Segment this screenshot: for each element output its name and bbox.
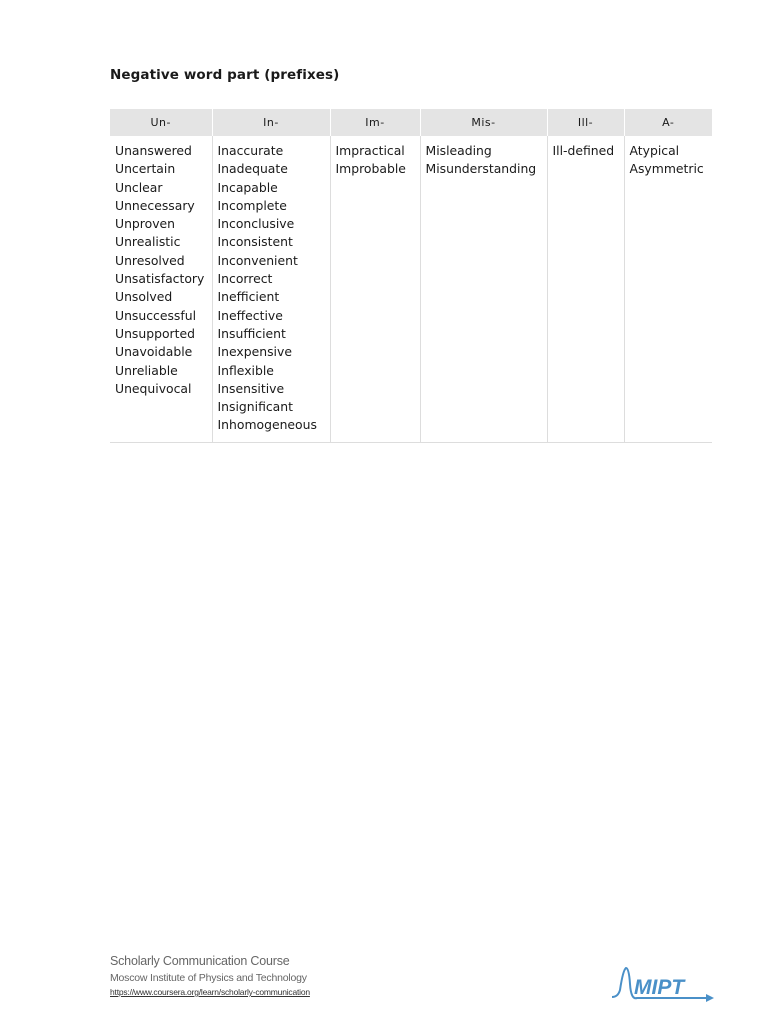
word-item: Unavoidable <box>115 344 193 360</box>
table-row <box>110 136 712 442</box>
word-item: Unnecessary <box>115 197 195 213</box>
word-item: Unanswered <box>115 143 192 158</box>
column-un-words <box>110 136 212 442</box>
word-item: Inaccurate <box>217 143 284 158</box>
word-item: Ineffective <box>217 307 283 323</box>
column-a-words <box>624 136 712 442</box>
word-item: Insignificant <box>217 399 293 415</box>
prefix-table <box>110 109 712 443</box>
word-item: Unreliable <box>115 362 178 378</box>
header-ill: Ill- <box>547 109 624 136</box>
page-title: Negative word part (prefixes) <box>110 67 340 83</box>
column-im-words <box>330 136 420 442</box>
header-a: A- <box>624 109 712 136</box>
word-item: Unequivocal <box>115 380 192 396</box>
word-item: Unrealistic <box>115 234 181 250</box>
header-in: In- <box>212 109 330 136</box>
word-item: Inconsistent <box>217 234 293 250</box>
logo-arrow-tip <box>706 994 714 1002</box>
footer-url-link[interactable]: https://www.coursera.org/learn/scholarly-communication <box>110 987 310 997</box>
header-im: Im- <box>330 109 420 136</box>
footer-course-name: Scholarly Communication Course <box>110 954 290 968</box>
column-in-words <box>212 136 330 442</box>
word-item: Unproven <box>115 216 175 232</box>
word-item: Unsolved <box>115 289 173 305</box>
column-mis-words <box>420 136 547 442</box>
word-item: Inflexible <box>217 362 274 378</box>
word-item: Inconclusive <box>217 216 295 232</box>
word-item: Inadequate <box>217 161 288 177</box>
word-item: Misunderstanding <box>425 161 537 177</box>
word-item: Unsuccessful <box>115 307 197 323</box>
word-item: Unsupported <box>115 325 195 341</box>
word-item: Misleading <box>425 143 492 158</box>
header-mis: Mis- <box>420 109 547 136</box>
logo-text: MIPT <box>634 976 685 999</box>
word-item: Atypical <box>629 143 680 158</box>
word-item: Unclear <box>115 179 163 195</box>
word-item: Unresolved <box>115 252 185 268</box>
word-item: Insensitive <box>217 380 285 396</box>
word-item: Ill-defined <box>552 143 615 158</box>
word-item: Inexpensive <box>217 344 292 360</box>
word-item: Incomplete <box>217 197 287 213</box>
word-item: Impractical <box>335 143 405 158</box>
word-item: Inconvenient <box>217 252 298 268</box>
column-ill-words <box>547 136 624 442</box>
word-item: Insufficient <box>217 325 286 341</box>
page-footer <box>110 953 310 998</box>
word-item: Inhomogeneous <box>217 417 317 433</box>
word-item: Inefficient <box>217 289 280 305</box>
word-item: Incapable <box>217 179 278 195</box>
mipt-logo-icon <box>610 964 720 1004</box>
word-item: Asymmetric <box>629 161 704 177</box>
word-item: Incorrect <box>217 271 273 287</box>
word-item: Improbable <box>335 161 406 177</box>
footer-institution: Moscow Institute of Physics and Technology <box>110 972 307 984</box>
header-un: Un- <box>110 109 212 136</box>
word-item: Uncertain <box>115 161 176 177</box>
word-item: Unsatisfactory <box>115 271 205 287</box>
table-header-row <box>110 109 712 136</box>
